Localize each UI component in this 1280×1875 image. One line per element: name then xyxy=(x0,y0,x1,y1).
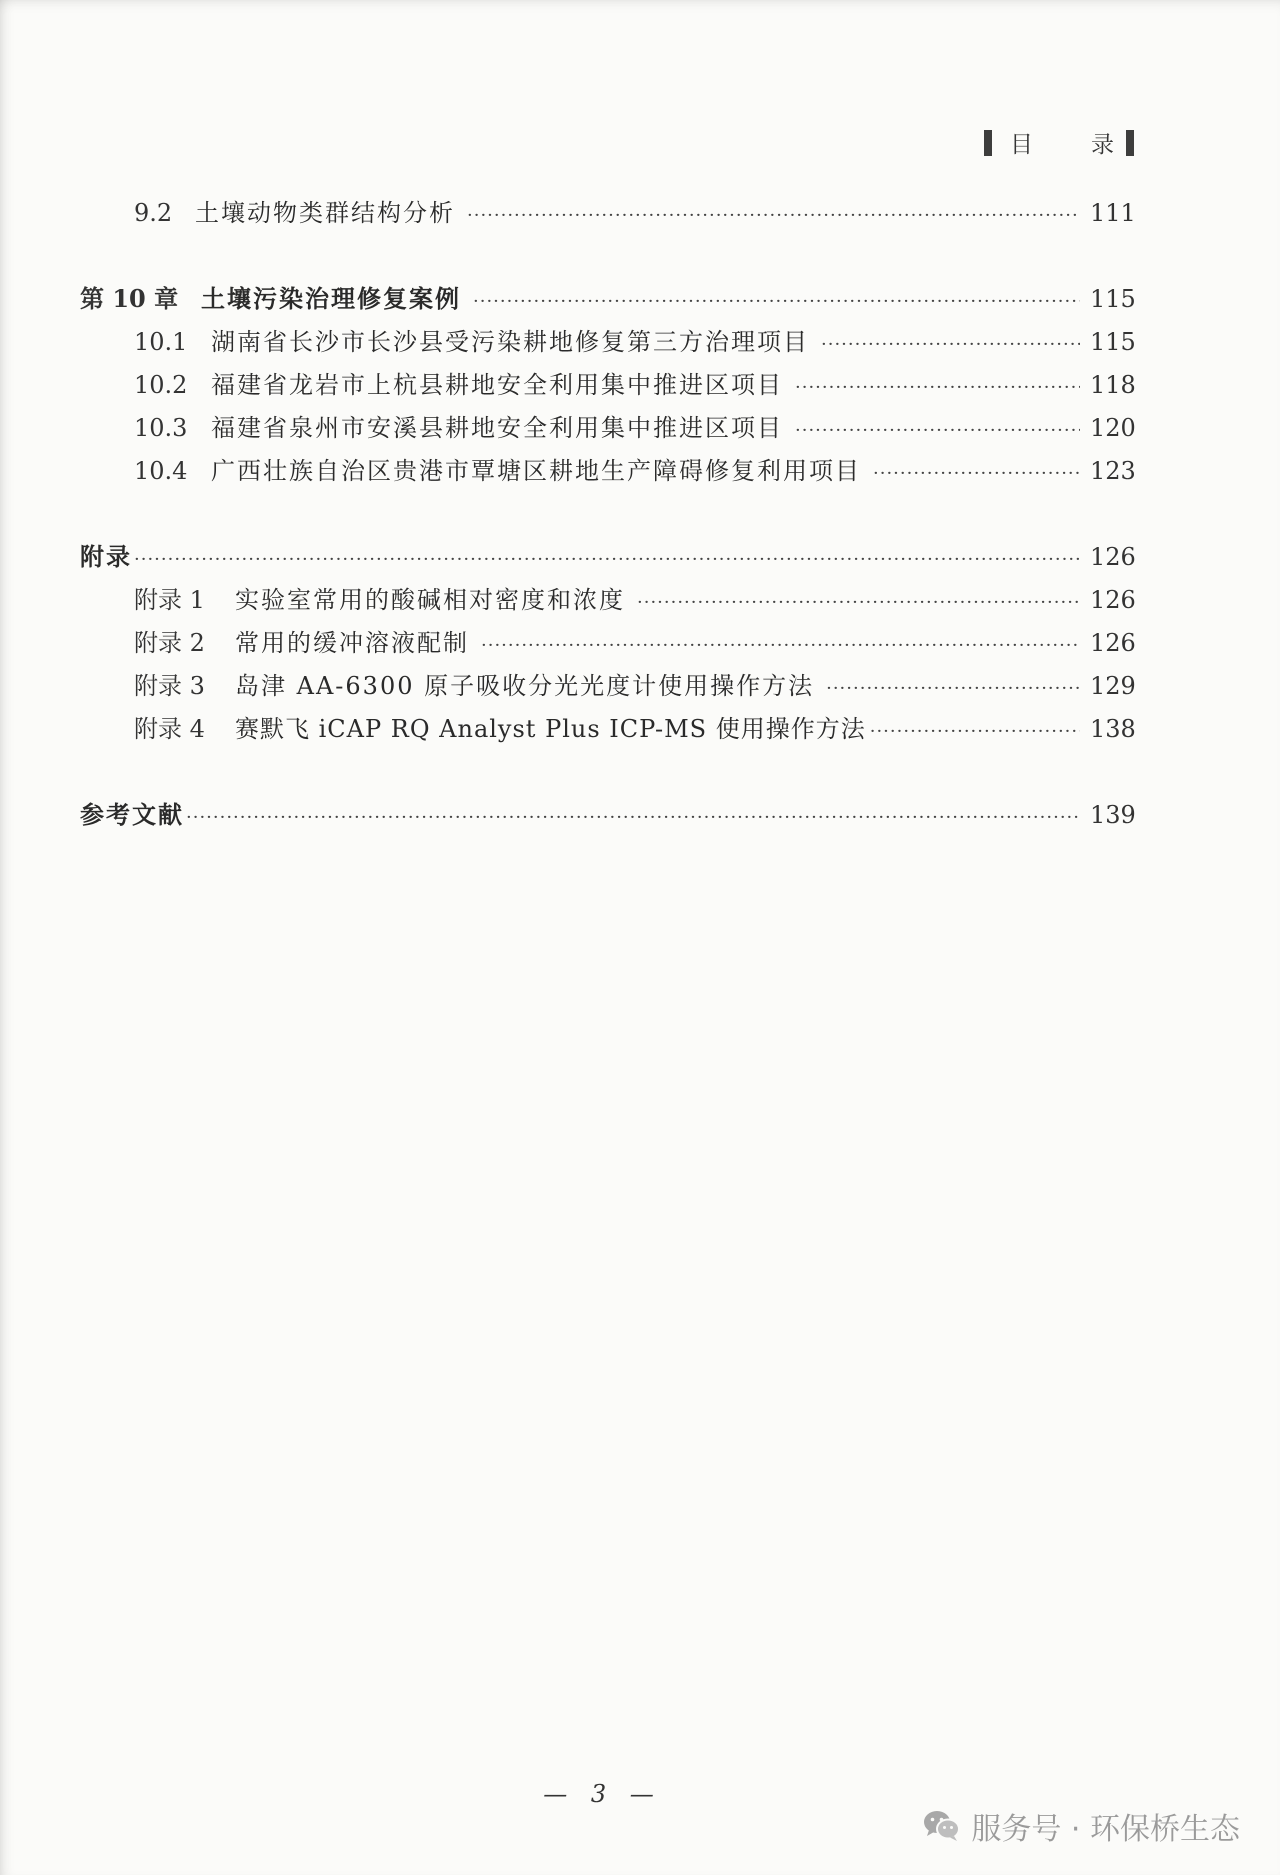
header-title-right: 录 xyxy=(1091,132,1114,158)
entry-number: 10.4 xyxy=(134,457,188,485)
entry-number: 10.2 xyxy=(134,371,188,399)
entry-number: 附录 4 xyxy=(134,715,205,743)
entry-page: 115 xyxy=(1090,328,1136,356)
dot-leader xyxy=(870,716,1080,748)
toc-entry-chapter-10[interactable] xyxy=(80,283,1136,318)
entry-title: 福建省龙岩市上杭县耕地安全利用集中推进区项目 xyxy=(211,371,783,399)
entry-title: 参考文献 xyxy=(80,800,184,829)
dot-leader xyxy=(821,329,1080,361)
header-title-left: 目 xyxy=(1010,132,1075,158)
entry-number: 10.3 xyxy=(134,414,188,442)
watermark-text: 服务号 · 环保桥生态 xyxy=(971,1812,1240,1847)
entry-title: 实验室常用的酸碱相对密度和浓度 xyxy=(235,586,625,614)
toc-entry-appendix-2[interactable] xyxy=(134,627,1136,662)
entry-number: 9.2 xyxy=(134,199,173,227)
header-bar-left xyxy=(984,130,992,156)
watermark xyxy=(923,1804,1240,1848)
toc-entry-10-2[interactable] xyxy=(134,369,1136,404)
entry-page: 111 xyxy=(1090,199,1136,227)
entry-page: 118 xyxy=(1090,371,1136,399)
entry-title: 土壤污染治理修复案例 xyxy=(201,284,461,313)
running-header xyxy=(984,126,1134,159)
toc-entry-9-2[interactable] xyxy=(134,197,1136,232)
page-number: — 3 — xyxy=(543,1780,662,1808)
entry-number: 附录 3 xyxy=(134,672,205,700)
entry-page: 123 xyxy=(1090,457,1136,485)
dot-leader xyxy=(826,673,1080,705)
entry-title: 岛津 AA-6300 原子吸收分光光度计使用操作方法 xyxy=(235,672,815,700)
entry-number: 第 10 章 xyxy=(80,284,179,313)
dot-leader xyxy=(637,587,1080,619)
toc-entry-appendix-1[interactable] xyxy=(134,584,1136,619)
entry-number: 附录 1 xyxy=(134,586,205,614)
dot-leader xyxy=(873,458,1080,490)
entry-page: 139 xyxy=(1090,801,1136,829)
entry-page: 129 xyxy=(1090,672,1136,700)
entry-page: 120 xyxy=(1090,414,1136,442)
entry-page: 126 xyxy=(1090,629,1136,657)
toc-entry-appendix-3[interactable] xyxy=(134,670,1136,705)
header-bar-right xyxy=(1126,130,1134,156)
dot-leader xyxy=(134,544,1080,576)
dot-leader xyxy=(473,286,1080,318)
toc-entry-references[interactable] xyxy=(80,799,1136,834)
dot-leader xyxy=(467,200,1080,232)
entry-title: 赛默飞 iCAP RQ Analyst Plus ICP-MS 使用操作方法 xyxy=(235,715,866,743)
toc-entry-10-3[interactable] xyxy=(134,412,1136,447)
dot-leader xyxy=(186,802,1080,834)
toc-entry-10-4[interactable] xyxy=(134,455,1136,490)
dot-leader xyxy=(795,415,1080,447)
entry-title: 湖南省长沙市长沙县受污染耕地修复第三方治理项目 xyxy=(211,328,809,356)
wechat-icon xyxy=(923,1809,961,1843)
entry-page: 138 xyxy=(1090,715,1136,743)
entry-number: 10.1 xyxy=(134,328,188,356)
entry-page: 126 xyxy=(1090,543,1136,571)
entry-page: 115 xyxy=(1090,285,1136,313)
entry-page: 126 xyxy=(1090,586,1136,614)
entry-number: 附录 2 xyxy=(134,629,205,657)
toc-entry-appendix[interactable] xyxy=(80,541,1136,576)
entry-title: 附录 xyxy=(80,542,132,571)
toc-entry-10-1[interactable] xyxy=(134,326,1136,361)
entry-title: 福建省泉州市安溪县耕地安全利用集中推进区项目 xyxy=(211,414,783,442)
entry-title: 常用的缓冲溶液配制 xyxy=(235,629,469,657)
dot-leader xyxy=(481,630,1080,662)
entry-title: 土壤动物类群结构分析 xyxy=(195,199,455,227)
entry-title: 广西壮族自治区贵港市覃塘区耕地生产障碍修复利用项目 xyxy=(211,457,861,485)
toc-entry-appendix-4[interactable] xyxy=(134,713,1136,748)
dot-leader xyxy=(795,372,1080,404)
